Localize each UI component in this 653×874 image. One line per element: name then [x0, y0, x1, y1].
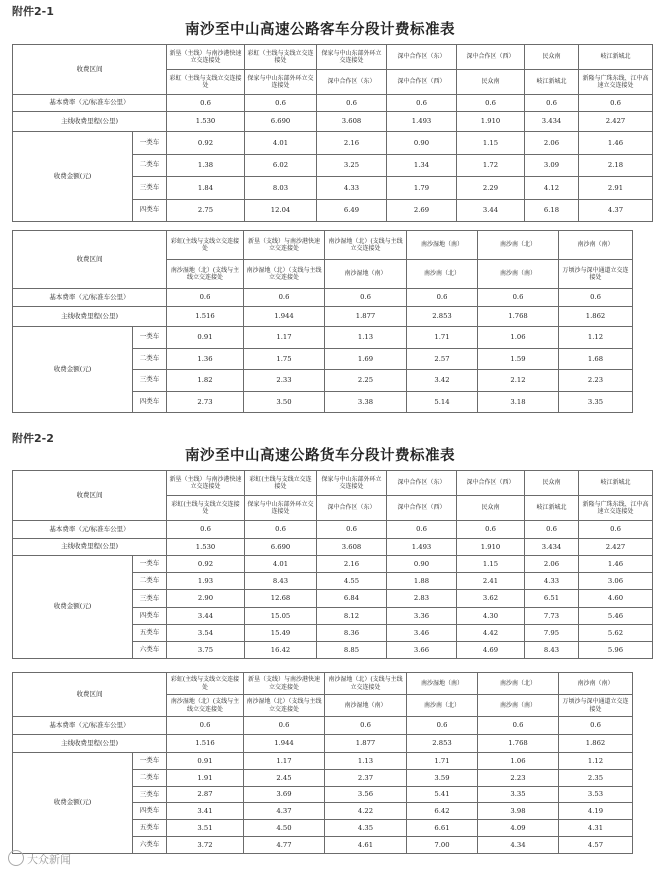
mileage-cell: 6.690 [245, 112, 317, 132]
segment-to: 南沙湿地（北）（支线与主线立交连接处 [244, 695, 325, 717]
fee-cell: 3.72 [167, 836, 244, 853]
vehicle-class: 二类车 [133, 154, 167, 177]
fee-cell: 4.01 [245, 556, 317, 573]
interval-label: 收费区间 [13, 231, 167, 289]
segment-to: 彩虹(主线与支线立交连接处 [167, 496, 245, 521]
mileage-cell: 3.434 [525, 112, 579, 132]
segment-from: 民众南 [525, 45, 579, 70]
segment-from: 新垦（支线）与南沙港快速立交连接处 [244, 231, 325, 260]
vehicle-class: 四类车 [133, 391, 167, 413]
segment-to: 新隆与广珠东线、江中高速立交连接处 [579, 496, 653, 521]
base-rate-cell: 0.6 [167, 289, 244, 307]
fee-cell: 2.45 [244, 769, 325, 786]
segment-to: 保家与中山东部外环立交连接处 [245, 70, 317, 95]
vehicle-class: 五类车 [133, 624, 167, 641]
fee-cell: 2.91 [579, 177, 653, 200]
mileage-cell: 3.434 [525, 539, 579, 556]
fee-cell: 0.91 [167, 327, 244, 349]
fee-cell: 1.17 [244, 327, 325, 349]
fee-cell: 1.13 [325, 753, 407, 770]
fee-cell: 2.73 [167, 391, 244, 413]
mileage-label: 主线收费里程(公里) [13, 735, 167, 753]
mileage-row [13, 112, 653, 132]
segment-from: 彩虹(主线与支线立交连接处 [167, 231, 244, 260]
fee-cell: 12.68 [245, 590, 317, 607]
fee-cell: 2.33 [244, 370, 325, 392]
fee-amount-label: 收费金额(元) [13, 132, 133, 222]
fee-cell: 4.19 [559, 803, 633, 820]
segment-to: 岐江新城北 [525, 496, 579, 521]
fee-cell: 5.41 [407, 786, 478, 803]
fee-cell: 2.75 [167, 199, 245, 222]
fee-cell: 1.38 [167, 154, 245, 177]
segment-from: 南沙南（南） [559, 231, 633, 260]
fee-cell: 7.73 [525, 607, 579, 624]
mileage-cell: 1.877 [325, 735, 407, 753]
fee-cell: 8.03 [245, 177, 317, 200]
fee-cell: 0.92 [167, 132, 245, 155]
fee-cell: 1.84 [167, 177, 245, 200]
mileage-cell: 1.944 [244, 735, 325, 753]
fee-cell: 1.46 [579, 556, 653, 573]
mileage-cell: 1.493 [387, 112, 457, 132]
header-row-from [13, 231, 633, 260]
watermark [8, 850, 71, 867]
segment-to: 南沙湿地（南） [325, 260, 407, 289]
segment-from: 南沙南（南） [559, 673, 633, 695]
fee-cell: 1.69 [325, 348, 407, 370]
fee-cell: 0.92 [167, 556, 245, 573]
segment-from: 彩虹(主线与支线立交连接处 [167, 673, 244, 695]
fee-cell: 3.53 [559, 786, 633, 803]
vehicle-class: 五类车 [133, 820, 167, 837]
fee-cell: 1.88 [387, 573, 457, 590]
vehicle-class: 四类车 [133, 199, 167, 222]
vehicle-class: 一类车 [133, 556, 167, 573]
fee-amount-label: 收费金额(元) [13, 327, 133, 413]
fee-cell: 6.18 [525, 199, 579, 222]
fee-cell: 3.44 [167, 607, 245, 624]
base-rate-cell: 0.6 [325, 717, 407, 735]
base-rate-cell: 0.6 [245, 521, 317, 539]
fee-cell: 1.12 [559, 753, 633, 770]
segment-from: 南沙南（北） [478, 673, 559, 695]
vehicle-class: 三类车 [133, 590, 167, 607]
fee-row [13, 753, 633, 770]
fee-cell: 3.09 [525, 154, 579, 177]
fee-cell: 1.15 [457, 556, 525, 573]
segment-from: 新垦（支线）与南沙港快速立交连接处 [244, 673, 325, 695]
fee-cell: 1.17 [244, 753, 325, 770]
fee-amount-label: 收费金额(元) [13, 556, 133, 659]
segment-to: 彩虹（主线与支线立交连接处 [167, 70, 245, 95]
segment-from: 彩虹(主线与支线立交连接处 [245, 471, 317, 496]
truck-fee-title: 南沙至中山高速公路货车分段计费标准表 [185, 447, 455, 464]
segment-from: 南沙南（北） [478, 231, 559, 260]
fee-cell: 4.12 [525, 177, 579, 200]
fee-cell: 0.90 [387, 556, 457, 573]
segment-from: 民众南 [525, 471, 579, 496]
mileage-label: 主线收费里程(公里) [13, 112, 167, 132]
fee-cell: 3.75 [167, 641, 245, 658]
segment-to: 保家与中山东部外环立交连接处 [245, 496, 317, 521]
fee-cell: 3.46 [387, 624, 457, 641]
mileage-cell: 1.944 [244, 307, 325, 327]
fee-cell: 2.41 [457, 573, 525, 590]
segment-from: 南沙湿地（南） [407, 673, 478, 695]
fee-cell: 6.51 [525, 590, 579, 607]
mileage-cell: 3.608 [317, 112, 387, 132]
fee-cell: 1.71 [407, 753, 478, 770]
base-rate-cell: 0.6 [478, 289, 559, 307]
vehicle-class: 四类车 [133, 803, 167, 820]
fee-cell: 7.95 [525, 624, 579, 641]
base-rate-cell: 0.6 [167, 95, 245, 112]
fee-cell: 4.55 [317, 573, 387, 590]
watermark-logo-icon [8, 850, 24, 866]
fee-cell: 8.43 [245, 573, 317, 590]
fee-cell: 0.91 [167, 753, 244, 770]
base-rate-cell: 0.6 [457, 95, 525, 112]
mileage-row [13, 307, 633, 327]
mileage-cell: 1.516 [167, 735, 244, 753]
segment-from: 深中合作区（西） [457, 45, 525, 70]
segment-to: 南沙南（南） [478, 695, 559, 717]
fee-cell: 2.06 [525, 556, 579, 573]
fee-cell: 3.59 [407, 769, 478, 786]
fee-cell: 5.46 [579, 607, 653, 624]
base-rate-row [13, 521, 653, 539]
fee-cell: 12.04 [245, 199, 317, 222]
mileage-label: 主线收费里程(公里) [13, 307, 167, 327]
fee-cell: 1.46 [579, 132, 653, 155]
fee-cell: 1.68 [559, 348, 633, 370]
base-rate-cell: 0.6 [559, 717, 633, 735]
fee-cell: 1.93 [167, 573, 245, 590]
mileage-cell: 1.862 [559, 307, 633, 327]
base-rate-label: 基本费率（元/标准车公里） [13, 289, 167, 307]
segment-from: 保家与中山东部外环立交连接处 [317, 45, 387, 70]
fee-cell: 4.09 [478, 820, 559, 837]
mileage-cell: 6.690 [245, 539, 317, 556]
fee-cell: 8.36 [317, 624, 387, 641]
segment-to: 南沙南（南） [478, 260, 559, 289]
fee-cell: 4.57 [559, 836, 633, 853]
fee-row [13, 132, 653, 155]
fee-cell: 4.77 [244, 836, 325, 853]
fee-cell: 8.85 [317, 641, 387, 658]
vehicle-class: 三类车 [133, 786, 167, 803]
segment-from: 新垦（主线）与南沙港快速立交连接处 [167, 471, 245, 496]
fee-cell: 4.35 [325, 820, 407, 837]
fee-cell: 1.59 [478, 348, 559, 370]
base-rate-cell: 0.6 [559, 289, 633, 307]
fee-cell: 6.02 [245, 154, 317, 177]
fee-cell: 3.42 [407, 370, 478, 392]
fee-cell: 2.57 [407, 348, 478, 370]
fee-cell: 1.79 [387, 177, 457, 200]
fee-cell: 1.82 [167, 370, 244, 392]
mileage-cell: 1.530 [167, 539, 245, 556]
vehicle-class: 二类车 [133, 348, 167, 370]
segment-from: 南沙湿地（北）(支线与主线立交连接处 [325, 673, 407, 695]
mileage-cell: 1.910 [457, 112, 525, 132]
bus-fee-table-2 [12, 230, 633, 413]
fee-cell: 2.12 [478, 370, 559, 392]
interval-label: 收费区间 [13, 471, 167, 521]
fee-cell: 2.23 [478, 769, 559, 786]
segment-to: 深中合作区（西） [387, 70, 457, 95]
fee-cell: 4.01 [245, 132, 317, 155]
fee-cell: 5.62 [579, 624, 653, 641]
base-rate-cell: 0.6 [525, 95, 579, 112]
fee-cell: 5.96 [579, 641, 653, 658]
base-rate-label: 基本费率（元/标准车公里） [13, 521, 167, 539]
segment-from: 深中合作区（东） [387, 471, 457, 496]
base-rate-cell: 0.6 [317, 95, 387, 112]
fee-cell: 3.25 [317, 154, 387, 177]
fee-cell: 0.90 [387, 132, 457, 155]
fee-cell: 4.37 [579, 199, 653, 222]
fee-cell: 3.62 [457, 590, 525, 607]
fee-cell: 1.36 [167, 348, 244, 370]
base-rate-row [13, 289, 633, 307]
fee-cell: 2.87 [167, 786, 244, 803]
base-rate-label: 基本费率（元/标准车公里） [13, 95, 167, 112]
fee-cell: 3.50 [244, 391, 325, 413]
segment-from: 岐江新城北 [579, 45, 653, 70]
fee-cell: 4.33 [525, 573, 579, 590]
base-rate-cell: 0.6 [325, 289, 407, 307]
vehicle-class: 六类车 [133, 836, 167, 853]
segment-to: 南沙湿地（北）(支线与主线立交连接处 [167, 260, 244, 289]
base-rate-cell: 0.6 [457, 521, 525, 539]
segment-to: 南沙湿地（北）(支线与主线立交连接处 [167, 695, 244, 717]
bus-fee-title: 南沙至中山高速公路客车分段计费标准表 [185, 21, 455, 38]
segment-from: 保家与中山东部外环立交连接处 [317, 471, 387, 496]
mileage-cell: 1.768 [478, 735, 559, 753]
base-rate-cell: 0.6 [317, 521, 387, 539]
header-row-from [13, 673, 633, 695]
base-rate-cell: 0.6 [525, 521, 579, 539]
fee-cell: 6.61 [407, 820, 478, 837]
mileage-cell: 2.427 [579, 539, 653, 556]
fee-cell: 2.83 [387, 590, 457, 607]
fee-cell: 3.35 [478, 786, 559, 803]
fee-cell: 4.34 [478, 836, 559, 853]
base-rate-row [13, 717, 633, 735]
fee-cell: 1.72 [457, 154, 525, 177]
segment-from: 新垦（主线）与南沙港快速立交连接处 [167, 45, 245, 70]
segment-from: 彩虹（主线与支线立交连接处 [245, 45, 317, 70]
fee-cell: 3.06 [579, 573, 653, 590]
vehicle-class: 三类车 [133, 177, 167, 200]
fee-cell: 4.61 [325, 836, 407, 853]
fee-cell: 4.22 [325, 803, 407, 820]
fee-cell: 4.60 [579, 590, 653, 607]
fee-cell: 2.25 [325, 370, 407, 392]
fee-cell: 3.35 [559, 391, 633, 413]
fee-cell: 3.54 [167, 624, 245, 641]
fee-cell: 2.16 [317, 556, 387, 573]
base-rate-row [13, 95, 653, 112]
mileage-cell: 1.768 [478, 307, 559, 327]
base-rate-cell: 0.6 [244, 717, 325, 735]
interval-label: 收费区间 [13, 45, 167, 95]
fee-row [13, 556, 653, 573]
segment-to: 南沙南（北） [407, 695, 478, 717]
fee-cell: 1.13 [325, 327, 407, 349]
fee-cell: 3.41 [167, 803, 244, 820]
header-row-from [13, 471, 653, 496]
segment-from: 深中合作区（西） [457, 471, 525, 496]
fee-cell: 2.06 [525, 132, 579, 155]
base-rate-cell: 0.6 [407, 717, 478, 735]
fee-cell: 3.18 [478, 391, 559, 413]
base-rate-cell: 0.6 [244, 289, 325, 307]
fee-cell: 3.56 [325, 786, 407, 803]
segment-from: 岐江新城北 [579, 471, 653, 496]
vehicle-class: 六类车 [133, 641, 167, 658]
fee-cell: 2.29 [457, 177, 525, 200]
annex-label-truck: 附件2-2 [12, 432, 54, 445]
base-rate-cell: 0.6 [478, 717, 559, 735]
mileage-cell: 2.853 [407, 735, 478, 753]
fee-cell: 4.69 [457, 641, 525, 658]
vehicle-class: 四类车 [133, 607, 167, 624]
segment-from: 深中合作区（东） [387, 45, 457, 70]
base-rate-cell: 0.6 [387, 95, 457, 112]
segment-to: 岐江新城北 [525, 70, 579, 95]
mileage-row [13, 539, 653, 556]
mileage-cell: 1.862 [559, 735, 633, 753]
segment-to: 新隆与广珠东线、江中高速立交连接处 [579, 70, 653, 95]
mileage-cell: 1.516 [167, 307, 244, 327]
segment-to: 南沙南（北） [407, 260, 478, 289]
segment-to: 万顷沙与深中通道立交连接处 [559, 260, 633, 289]
fee-cell: 3.51 [167, 820, 244, 837]
vehicle-class: 一类车 [133, 132, 167, 155]
segment-to: 万顷沙与深中通道立交连接处 [559, 695, 633, 717]
fee-cell: 1.12 [559, 327, 633, 349]
fee-cell: 3.44 [457, 199, 525, 222]
fee-cell: 1.06 [478, 753, 559, 770]
vehicle-class: 三类车 [133, 370, 167, 392]
base-rate-cell: 0.6 [579, 521, 653, 539]
fee-cell: 2.37 [325, 769, 407, 786]
fee-cell: 8.43 [525, 641, 579, 658]
vehicle-class: 二类车 [133, 769, 167, 786]
fee-cell: 4.30 [457, 607, 525, 624]
fee-cell: 3.98 [478, 803, 559, 820]
fee-cell: 1.71 [407, 327, 478, 349]
segment-to: 深中合作区（东） [317, 70, 387, 95]
fee-cell: 3.38 [325, 391, 407, 413]
base-rate-cell: 0.6 [167, 521, 245, 539]
fee-cell: 6.84 [317, 590, 387, 607]
mileage-label: 主线收费里程(公里) [13, 539, 167, 556]
fee-cell: 8.12 [317, 607, 387, 624]
fee-cell: 2.35 [559, 769, 633, 786]
fee-cell: 4.37 [244, 803, 325, 820]
fee-cell: 2.16 [317, 132, 387, 155]
fee-cell: 7.00 [407, 836, 478, 853]
base-rate-cell: 0.6 [407, 289, 478, 307]
fee-cell: 1.06 [478, 327, 559, 349]
base-rate-cell: 0.6 [579, 95, 653, 112]
fee-cell: 1.15 [457, 132, 525, 155]
mileage-cell: 2.853 [407, 307, 478, 327]
segment-from: 南沙湿地（北）(支线与主线立交连接处 [325, 231, 407, 260]
truck-fee-table-2 [12, 672, 633, 854]
truck-fee-table-1 [12, 470, 653, 659]
mileage-cell: 2.427 [579, 112, 653, 132]
mileage-cell: 1.877 [325, 307, 407, 327]
mileage-cell: 1.910 [457, 539, 525, 556]
segment-to: 民众南 [457, 496, 525, 521]
bus-fee-table-1 [12, 44, 653, 222]
fee-cell: 5.14 [407, 391, 478, 413]
fee-cell: 15.49 [245, 624, 317, 641]
segment-to: 南沙湿地（北）（支线与主线立交连接处 [244, 260, 325, 289]
fee-cell: 2.90 [167, 590, 245, 607]
header-row-from [13, 45, 653, 70]
fee-cell: 3.69 [244, 786, 325, 803]
fee-cell: 15.05 [245, 607, 317, 624]
segment-to: 南沙湿地（南） [325, 695, 407, 717]
fee-amount-label: 收费金额(元) [13, 753, 133, 854]
annex-label-bus: 附件2-1 [12, 5, 54, 18]
watermark-text: 大众新闻 [27, 853, 71, 866]
fee-cell: 3.66 [387, 641, 457, 658]
interval-label: 收费区间 [13, 673, 167, 717]
base-rate-label: 基本费率（元/标准车公里） [13, 717, 167, 735]
fee-cell: 1.34 [387, 154, 457, 177]
fee-cell: 1.75 [244, 348, 325, 370]
segment-to: 民众南 [457, 70, 525, 95]
fee-cell: 2.69 [387, 199, 457, 222]
base-rate-cell: 0.6 [167, 717, 244, 735]
base-rate-cell: 0.6 [387, 521, 457, 539]
fee-cell: 6.49 [317, 199, 387, 222]
fee-cell: 4.31 [559, 820, 633, 837]
fee-cell: 16.42 [245, 641, 317, 658]
segment-from: 南沙湿地（南） [407, 231, 478, 260]
fee-cell: 6.42 [407, 803, 478, 820]
fee-cell: 4.50 [244, 820, 325, 837]
mileage-cell: 1.493 [387, 539, 457, 556]
mileage-cell: 3.608 [317, 539, 387, 556]
vehicle-class: 一类车 [133, 753, 167, 770]
fee-cell: 4.42 [457, 624, 525, 641]
fee-row [13, 327, 633, 349]
vehicle-class: 二类车 [133, 573, 167, 590]
vehicle-class: 一类车 [133, 327, 167, 349]
base-rate-cell: 0.6 [245, 95, 317, 112]
fee-cell: 2.18 [579, 154, 653, 177]
mileage-row [13, 735, 633, 753]
fee-cell: 1.91 [167, 769, 244, 786]
fee-cell: 3.36 [387, 607, 457, 624]
segment-to: 深中合作区（东） [317, 496, 387, 521]
mileage-cell: 1.530 [167, 112, 245, 132]
fee-cell: 2.23 [559, 370, 633, 392]
segment-to: 深中合作区（西） [387, 496, 457, 521]
fee-cell: 4.33 [317, 177, 387, 200]
